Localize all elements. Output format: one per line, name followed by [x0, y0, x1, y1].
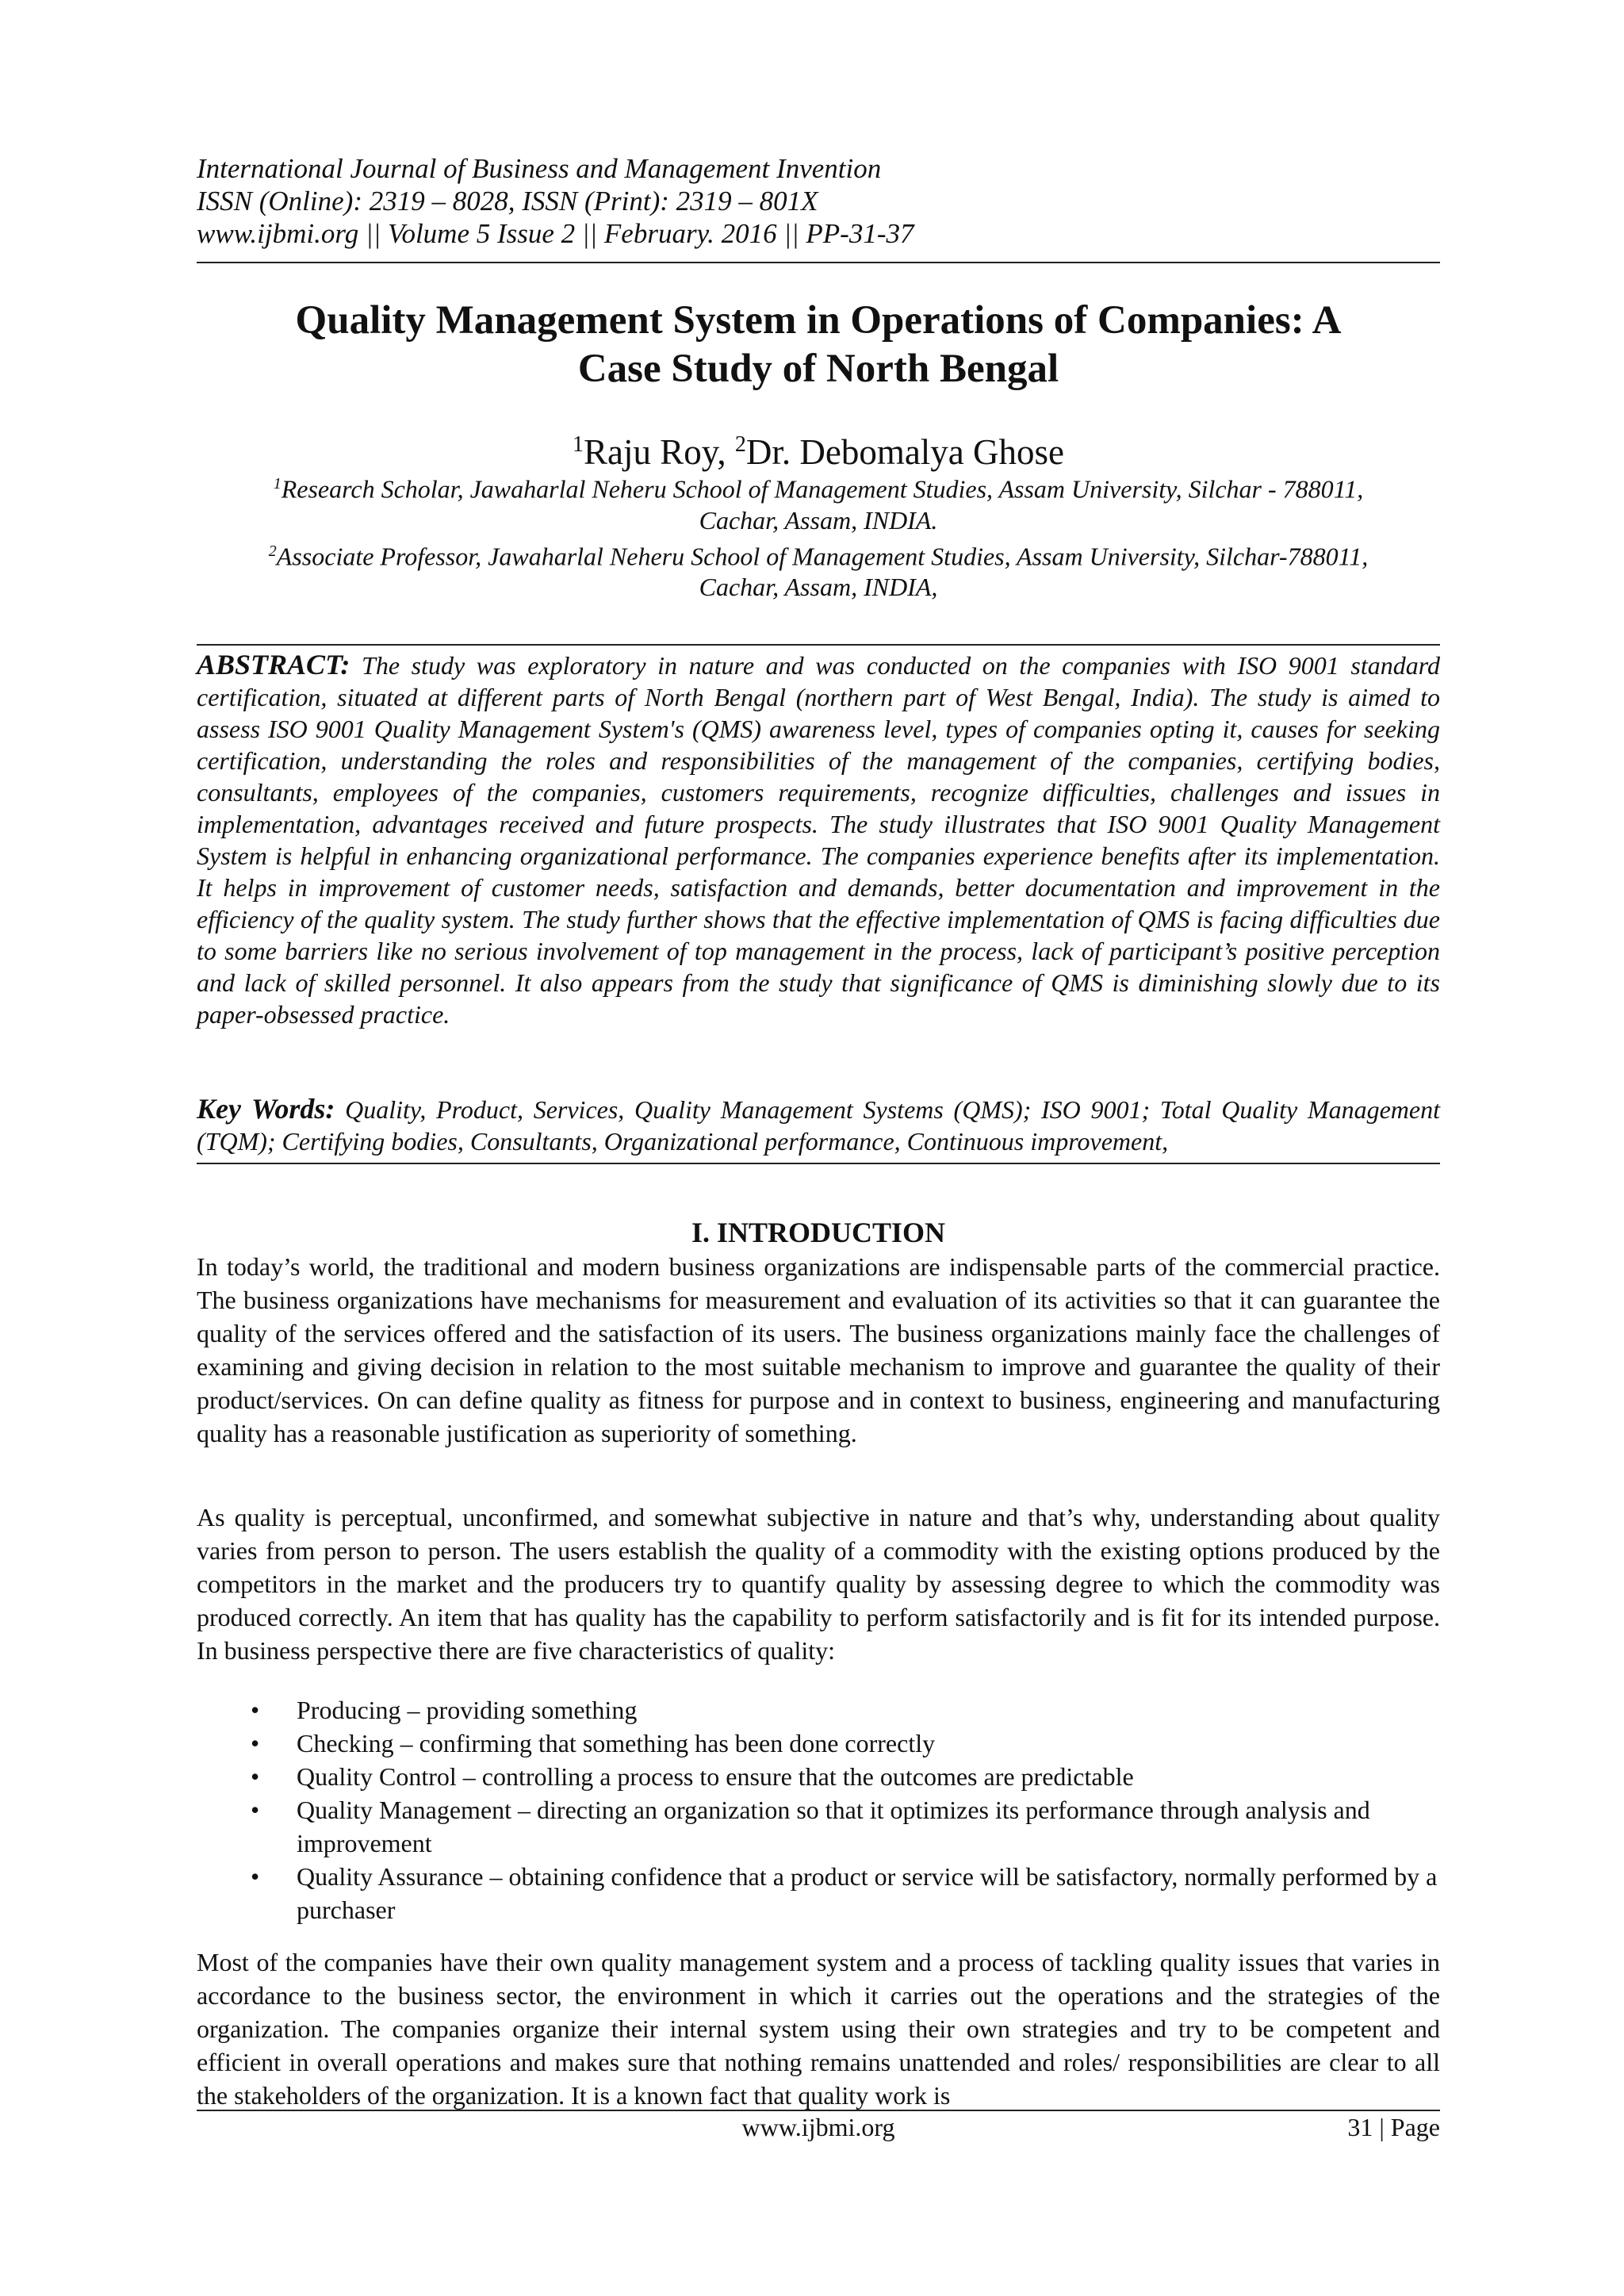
author-1-marker: 1 [573, 432, 584, 457]
author-2-marker: 2 [734, 432, 746, 457]
bullet-icon: • [251, 1796, 260, 1824]
journal-header [197, 152, 1440, 250]
keywords [197, 1093, 1440, 1157]
header-rule [197, 262, 1440, 263]
list-item: • Quality Assurance – obtaining confidence that a product or service will be satisfactory, normally performed by a purchaser [197, 1860, 1440, 1926]
affiliations [197, 469, 1440, 603]
affiliation-2-line-2: Cachar, Assam, INDIA, [699, 573, 938, 602]
list-item: • Quality Management – directing an organization so that it optimizes its performance through analysis and improvement [197, 1793, 1440, 1860]
bullet-icon: • [251, 1729, 260, 1757]
abstract-top-rule [197, 644, 1440, 646]
bullet-icon: • [251, 1862, 260, 1891]
page-number: 31 | Page [1347, 2113, 1440, 2141]
journal-name: International Journal of Business and Management Invention [197, 153, 882, 184]
intro-paragraph-1: In today’s world, the traditional and modern business organizations are indispensable parts of the commercial practice. The business organizations have mechanisms for measurement and evaluation of its activities so that it can guarantee the quality of the services offered and the satisfaction of its users. The business organizations mainly face the challenges of examining and giving decision in relation to the most suitable mechanism to improve and guarantee the quality of their product/services. On can define quality as fitness for purpose and in context to business, engineering and manufacturing quality has a reasonable justification as superiority of something. [197, 1252, 1440, 1447]
list-item: • Quality Control – controlling a process to ensure that the outcomes are predictable [197, 1760, 1440, 1793]
keywords-bottom-rule [197, 1163, 1440, 1164]
affiliation-1-line-2: Cachar, Assam, INDIA. [699, 505, 938, 535]
keywords-text: Quality, Product, Services, Quality Management Systems (QMS); ISO 9001; Total Quality Management (TQM); Certifying bodies, Consultants, Organizational performance, Continuous improvement, [197, 1095, 1441, 1156]
affiliation-1-marker: 1 [273, 475, 282, 493]
footer-website: www.ijbmi.org [741, 2113, 895, 2141]
affiliation-2-line-1: $^2$Associate Professor, Jawaharlal Neheru School of Management Studies, Assam University, Silchar-788011, [268, 542, 1369, 571]
paper-title [197, 297, 1440, 393]
intro-paragraph-3: Most of the companies have their own quality management system and a process of tackling quality issues that varies in accordance to the business sector, the environment in which it carries out the operations and the strategies of the organization. The companies organize their internal system using their own strategies and try to be competent and efficient in overall operations and makes sure that nothing remains unattended and roles/ responsibilities are clear to all the stakeholders of the organization. It is a known fact that quality work is [197, 1948, 1440, 2110]
title-line-2: Case Study of North Bengal [577, 347, 1059, 391]
bullet-icon: • [251, 1762, 260, 1791]
bullet-icon: • [251, 1696, 260, 1724]
author-list [197, 424, 1440, 473]
keywords-label: Key Words: [197, 1093, 335, 1125]
list-item: • Producing – providing something [197, 1693, 1440, 1727]
affiliation-2-marker: 2 [268, 542, 277, 560]
section-heading: I. INTRODUCTION [691, 1217, 946, 1248]
abstract [197, 649, 1440, 1030]
list-item: • Checking – confirming that something has been done correctly [197, 1727, 1440, 1760]
author-1-name: Raju Roy, [584, 432, 735, 472]
author-2-name: Dr. Debomalya Ghose [745, 432, 1064, 472]
journal-issue: www.ijbmi.org || Volume 5 Issue 2 || February. 2016 || PP-31-37 [197, 218, 914, 249]
title-line-1: Quality Management System in Operations of Companies: A [295, 298, 1342, 343]
abstract-label: ABSTRACT: [197, 649, 350, 680]
journal-issn: ISSN (Online): 2319 – 8028, ISSN (Print): 2319 – 801X [197, 186, 818, 217]
quality-characteristics-list [197, 1693, 1440, 1926]
affiliation-1-line-1: $^1$Research Scholar, Jawaharlal Neheru School of Management Studies, Assam University, Silchar - 788011, [273, 474, 1364, 504]
abstract-text: The study was exploratory in nature and was conducted on the companies with ISO 9001 standard certification, situated at different parts of North Bengal (northern part of West Bengal, India). The study is aimed to assess ISO 9001 Quality Management System's (QMS) awareness level, types of companies opting it, causes for seeking certification, understanding the roles and responsibilities of the management of the companies, certifying bodies, consultants, employees of the companies, customers requirements, recognize difficulties, challenges and issues in implementation, advantages received and future prospects. The study illustrates that ISO 9001 Quality Management System is helpful in enhancing organizational performance. The companies experience benefits after its implementation. It helps in improvement of customer needs, satisfaction and demands, better documentation and improvement in the efficiency of the quality system. The study further shows that the effective implementation of QMS is facing difficulties due to some barriers like no serious involvement of top management in the process, lack of participant’s positive perception and lack of skilled personnel. It also appears from the study that significance of QMS is diminishing slowly due to its paper-obsessed practice. [197, 651, 1441, 1029]
intro-paragraph-2: As quality is perceptual, unconfirmed, and somewhat subjective in nature and that’s why, understanding about quality varies from person to person. The users establish the quality of a commodity with the existing options produced by the competitors in the market and the producers try to quantify quality by assessing degree to which the commodity was produced correctly. An item that has quality has the capability to perform satisfactorily and is fit for its intended purpose. In business perspective there are five characteristics of quality: [197, 1503, 1440, 1665]
